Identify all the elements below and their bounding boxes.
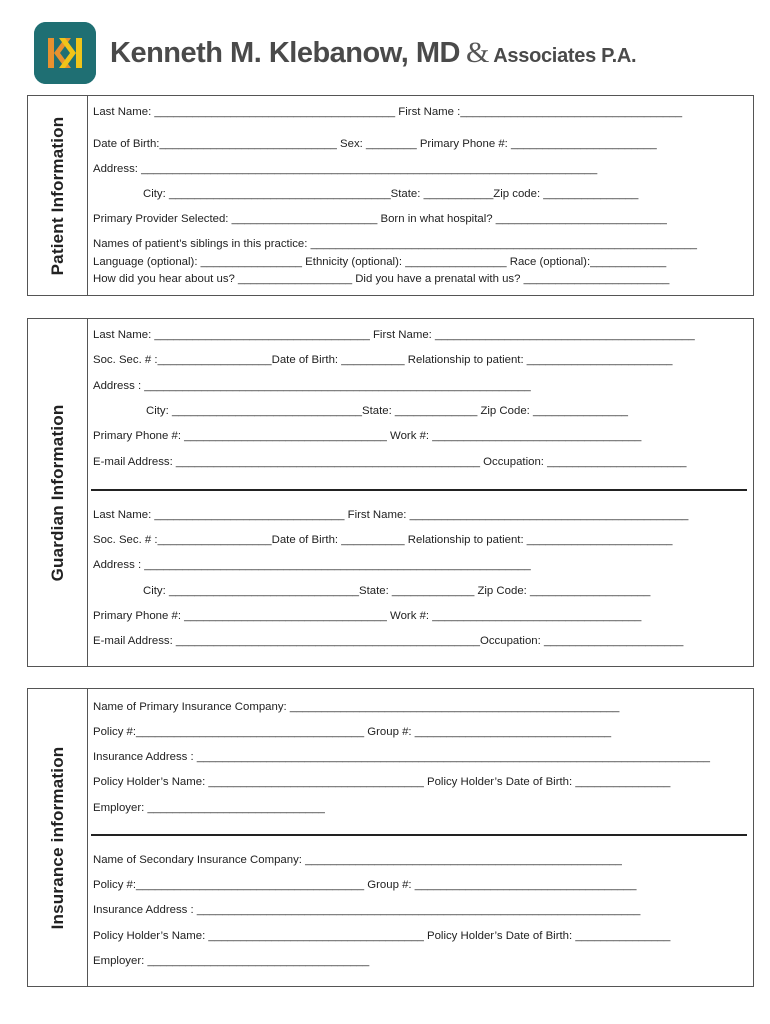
secondary-employer-field[interactable]: Employer: ___________________________________: [93, 955, 370, 967]
guardian1-address-field[interactable]: Address : _____________________________________________________________: [93, 380, 531, 392]
guardian2-address-field[interactable]: Address : _____________________________________________________________: [93, 559, 531, 571]
insurance-information-label: Insurance information: [47, 746, 67, 929]
guardian2-email-occupation-field[interactable]: E-mail Address: ________________________________________________Occupation: ______________________: [93, 635, 684, 647]
guardian-divider: [91, 489, 747, 491]
patient-city-state-zip-field[interactable]: City: ___________________________________State: ___________Zip code: _______________: [143, 188, 639, 200]
practice-name: [110, 36, 636, 70]
patient-name-field[interactable]: Last Name: ______________________________________ First Name :___________________________________: [93, 106, 683, 118]
practice-name-main: Kenneth M. Klebanow, MD: [110, 37, 460, 69]
patient-information-section: [27, 95, 754, 296]
guardian2-phone-work-field[interactable]: Primary Phone #: ________________________________ Work #: _________________________________: [93, 610, 642, 622]
guardian2-city-state-zip-field[interactable]: City: ______________________________State: _____________ Zip Code: ___________________: [143, 585, 651, 597]
guardian-information-label: Guardian Information: [47, 404, 67, 581]
section-side-label-box: [28, 689, 88, 986]
practice-logo: [34, 22, 96, 84]
guardian1-phone-work-field[interactable]: Primary Phone #: ________________________________ Work #: _________________________________: [93, 430, 642, 442]
patient-dob-sex-phone-field[interactable]: Date of Birth:____________________________ Sex: ________ Primary Phone #: _______________________: [93, 138, 657, 150]
primary-insurance-company-field[interactable]: Name of Primary Insurance Company: ____________________________________________________: [93, 701, 620, 713]
secondary-policy-holder-field[interactable]: Policy Holder’s Name: __________________________________ Policy Holder’s Date of Birth: _______________: [93, 930, 671, 942]
patient-provider-hospital-field[interactable]: Primary Provider Selected: _______________________ Born in what hospital? ___________________________: [93, 213, 667, 225]
guardian1-email-occupation-field[interactable]: E-mail Address: ________________________________________________ Occupation: ______________________: [93, 456, 687, 468]
patient-language-ethnicity-race-field[interactable]: Language (optional): ________________ Ethnicity (optional): ________________ Race (optional):____________: [93, 256, 667, 268]
patient-address-field[interactable]: Address: ________________________________________________________________________: [93, 163, 598, 175]
primary-insurance-address-field[interactable]: Insurance Address : _________________________________________________________________________________: [93, 751, 710, 763]
primary-policy-holder-field[interactable]: Policy Holder’s Name: __________________________________ Policy Holder’s Date of Birth: _______________: [93, 776, 671, 788]
patient-information-label: Patient Information: [47, 116, 67, 275]
section-side-label-box: [28, 319, 88, 666]
kk-logo-icon: [34, 22, 96, 84]
guardian-information-section: [27, 318, 754, 667]
patient-siblings-field[interactable]: Names of patient’s siblings in this practice: _____________________________________________________________: [93, 238, 698, 250]
letterhead: [0, 0, 770, 95]
patient-referral-prenatal-field[interactable]: How did you hear about us? __________________ Did you have a prenatal with us? _______________________: [93, 273, 670, 285]
primary-employer-field[interactable]: Employer: ____________________________: [93, 802, 325, 814]
practice-name-ampersand: &: [465, 36, 490, 69]
secondary-insurance-company-field[interactable]: Name of Secondary Insurance Company: __________________________________________________: [93, 854, 622, 866]
guardian1-name-field[interactable]: Last Name: __________________________________ First Name: _________________________________________: [93, 329, 695, 341]
practice-name-sub: Associates P.A.: [493, 45, 637, 67]
primary-policy-group-field[interactable]: Policy #:____________________________________ Group #: _______________________________: [93, 726, 612, 738]
insurance-divider: [91, 834, 747, 836]
guardian2-name-field[interactable]: Last Name: ______________________________ First Name: ____________________________________________: [93, 509, 689, 521]
section-side-label-box: [28, 96, 88, 295]
secondary-insurance-address-field[interactable]: Insurance Address : ______________________________________________________________________: [93, 904, 641, 916]
secondary-policy-group-field[interactable]: Policy #:____________________________________ Group #: ___________________________________: [93, 879, 637, 891]
guardian2-ssn-dob-relationship-field[interactable]: Soc. Sec. # :__________________Date of Birth: __________ Relationship to patient: _______________________: [93, 534, 673, 546]
guardian1-ssn-dob-relationship-field[interactable]: Soc. Sec. # :__________________Date of Birth: __________ Relationship to patient: _______________________: [93, 354, 673, 366]
insurance-information-section: [27, 688, 754, 987]
guardian1-city-state-zip-field[interactable]: City: ______________________________State: _____________ Zip Code: _______________: [146, 405, 629, 417]
